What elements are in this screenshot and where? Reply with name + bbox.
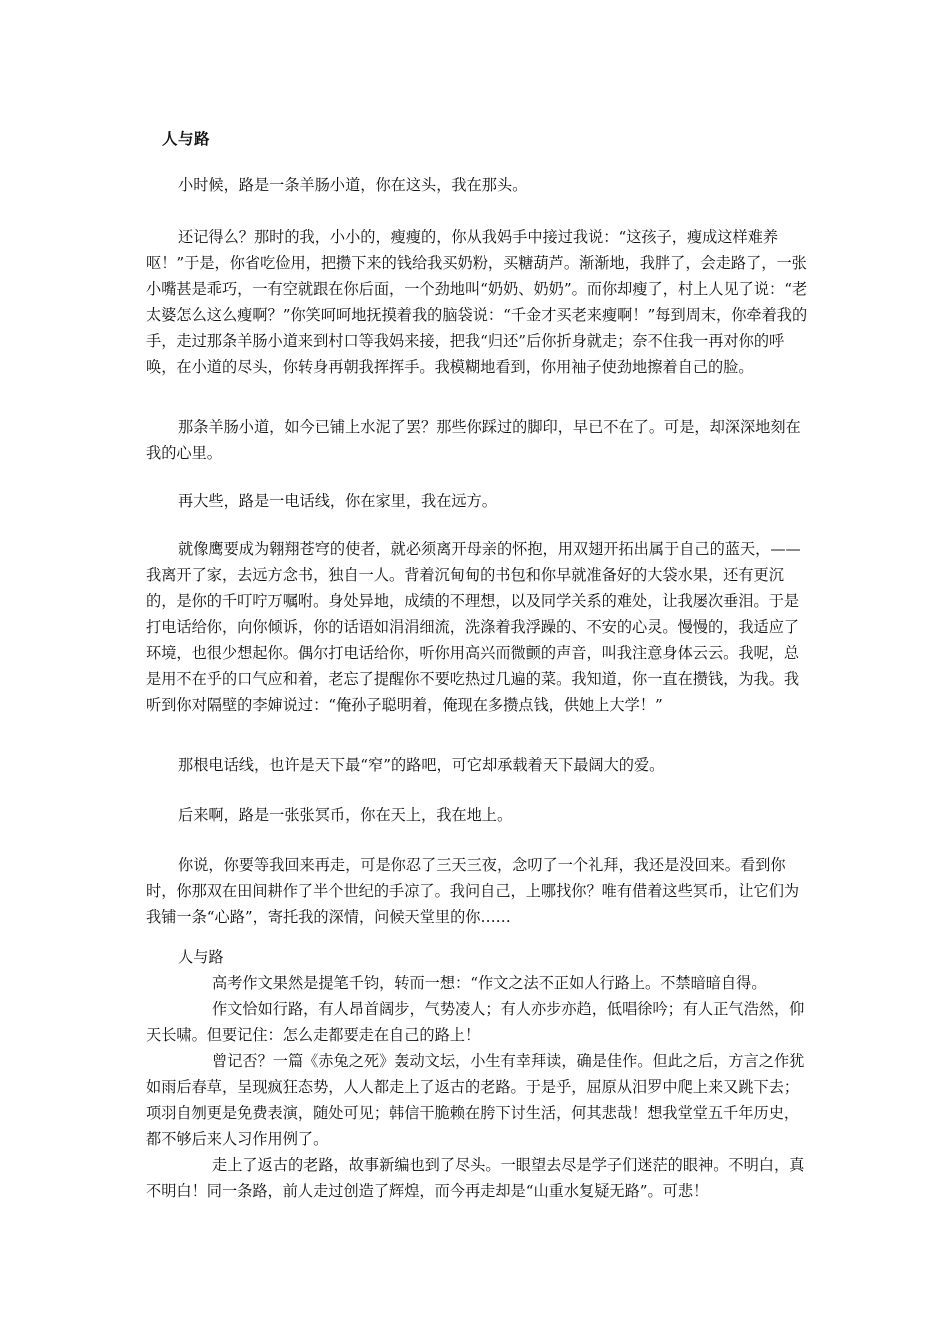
essay-2-paragraph-3: 曾记否？一篇《赤兔之死》轰动文坛，小生有幸拜读，确是佳作。但此之后，方言之作犹如雨后春草，呈现疯狂态势，人人都走上了返古的老路。于是乎，屈原从汨罗中爬上来又跳下去；项羽自刎更是免费表演，随处可见；韩信干脆赖在胯下讨生活，何其悲哉！想我堂堂五千年历史，都不够后来人习作用例了。	[146, 1052, 805, 1148]
essay-2-title: 人与路	[178, 948, 224, 966]
paragraph-5: 就像鹰要成为翱翔苍穹的使者，就必须离开母亲的怀抱，用双翅开拓出属于自己的蓝天，——我离开了家，去远方念书，独自一人。背着沉甸甸的书包和你早就准备好的大袋水果，还有更沉的，是你的千叮咛万嘱咐。身处异地，成绩的不理想，以及同学关系的难处，让我屡次垂泪。于是打电话给你，向你倾诉，你的话语如涓涓细流，洗涤着我浮躁的、不安的心灵。慢慢的，我适应了环境，也很少想起你。偶尔打电话给你，听你用高兴而微颤的声音，叫我注意身体云云。我呢，总是用不在乎的口气应和着，老忘了提醒你不要吃热过几遍的菜。我知道，你一直在攒钱，为我。我听到你对隔壁的李婶说过：“俺孙子聪明着，俺现在多攒点钱，供她上大学！”	[146, 540, 801, 714]
paragraph-7: 后来啊，路是一张张冥币，你在天上，我在地上。	[178, 806, 513, 824]
paragraph-3: 那条羊肠小道，如今已铺上水泥了罢？那些你踩过的脚印，早已不在了。可是，却深深地刻在我的心里。	[146, 418, 801, 462]
essay-2-paragraph-2: 作文恰如行路，有人昂首阔步，气势凌人；有人亦步亦趋，低唱徐吟；有人正气浩然，仰天长啸。但要记住：怎么走都要走在自己的路上！	[146, 1000, 805, 1044]
paragraph-2: 还记得么？那时的我，小小的，瘦瘦的，你从我妈手中接过我说：“这孩子，瘦成这样难养呕！”于是，你省吃俭用，把攒下来的钱给我买奶粉，买糖葫芦。渐渐地，我胖了，会走路了，一张小嘴甚是乖巧，一有空就跟在你后面，一个劲地叫“奶奶、奶奶”。而你却瘦了，村上人见了说：“老太婆怎么这么瘦啊？”你笑呵呵地抚摸着我的脑袋说：“千金才买老来瘦啊！”每到周末，你牵着我的手，走过那条羊肠小道来到村口等我妈来接，把我“归还”后你折身就走；奈不住我一再对你的呼唤，在小道的尽头，你转身再朝我挥挥手。我模糊地看到，你用袖子使劲地擦着自己的脸。	[146, 228, 808, 376]
essay-2-paragraph-1: 高考作文果然是提笔千钧，转而一想：“作文之法不正如人行路上。不禁暗暗自得。	[212, 974, 767, 992]
paragraph-4: 再大些，路是一电话线，你在家里，我在远方。	[178, 492, 497, 510]
paragraph-1: 小时候，路是一条羊肠小道，你在这头，我在那头。	[178, 176, 528, 194]
paragraph-6: 那根电话线，也许是天下最“窄”的路吧，可它却承载着天下最阔大的爱。	[178, 756, 665, 774]
essay-title: 人与路	[162, 129, 211, 148]
essay-2-paragraph-4: 走上了返古的老路，故事新编也到了尽头。一眼望去尽是学子们迷茫的眼神。不明白，真不明白！同一条路，前人走过创造了辉煌，而今再走却是“山重水复疑无路”。可悲！	[146, 1156, 805, 1200]
paragraph-8: 你说，你要等我回来再走，可是你忍了三天三夜，念叨了一个礼拜，我还是没回来。看到你时，你那双在田间耕作了半个世纪的手凉了。我问自己，上哪找你？唯有借着这些冥币，让它们为我铺一条“心路”，寄托我的深情，问候天堂里的你……	[146, 856, 800, 926]
